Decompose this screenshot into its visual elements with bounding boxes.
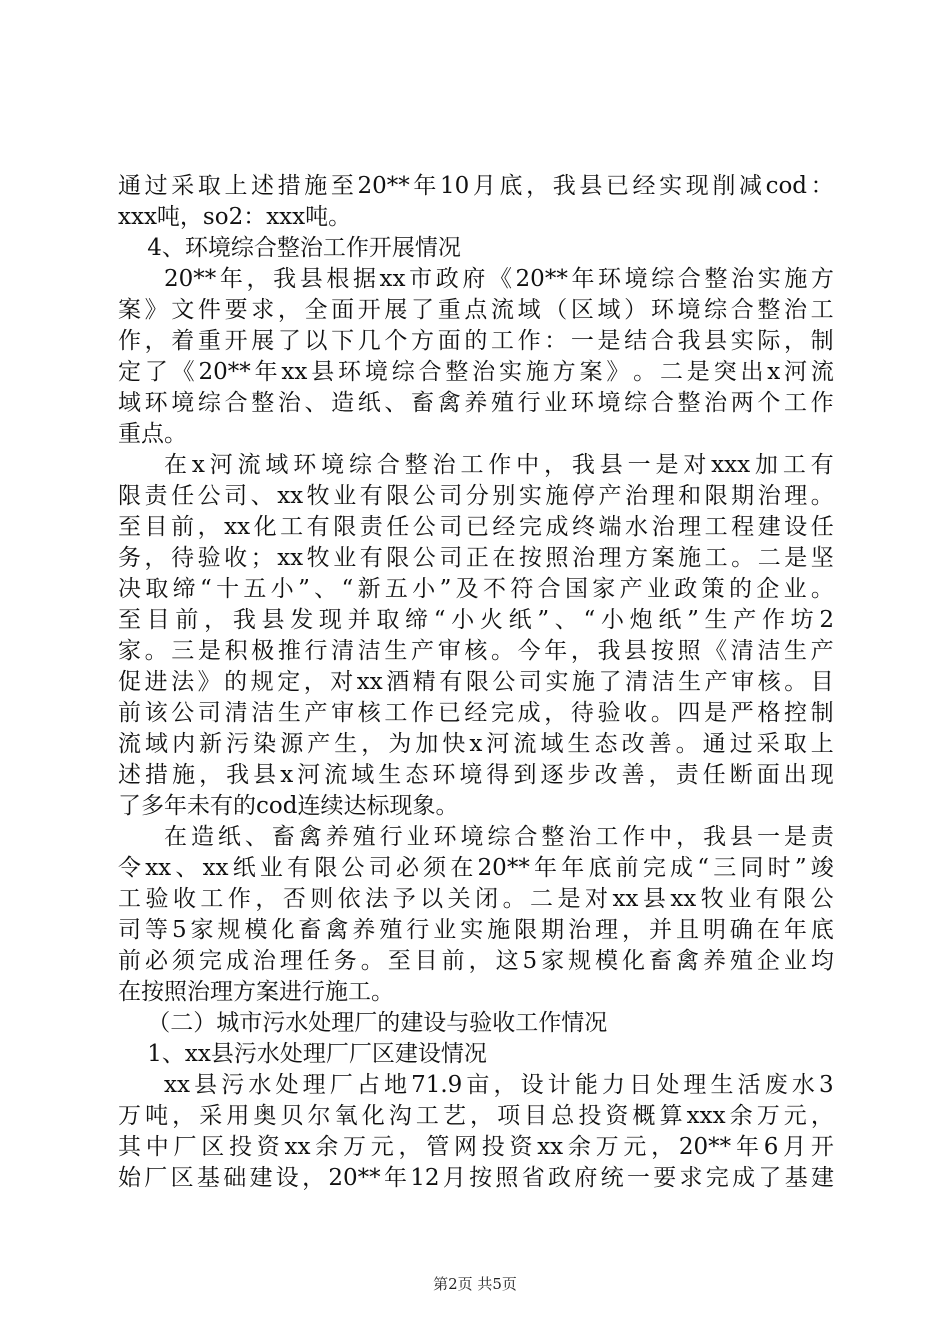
text-line: 前 该 公 司 清 洁 生 产 审 核 工 作 已 经 完 成 ， 待 验 收 。 四 是 严 格 控 制: [118, 700, 834, 726]
text-line: 4、环境综合整治工作开展情况: [118, 235, 461, 261]
text-line: 1、xx县污水处理厂厂区建设情况: [118, 1041, 487, 1067]
text-line: 司 等 5 家 规 模 化 畜 禽 养 殖 行 业 实 施 限 期 治 理 ， 并 且 明 确 在 年 底: [118, 917, 834, 943]
text-line: 域 环 境 综 合 整 治 、 造 纸 、 畜 禽 养 殖 行 业 环 境 综 合 整 治 两 个 工 作: [118, 390, 834, 416]
text-line: 至 目 前 ， xx 化 工 有 限 责 任 公 司 已 经 完 成 终 端 水 治 理 工 程 建 设 任: [118, 514, 834, 540]
text-line: 万 吨 ， 采 用 奥 贝 尔 氧 化 沟 工 艺 ， 项 目 总 投 资 概 算 xxx 余 万 元 ，: [118, 1103, 834, 1129]
text-line: 至 目 前 ， 我 县 发 现 并 取 缔 “ 小 火 纸 ” 、 “ 小 炮 纸 ” 生 产 作 坊 2: [118, 607, 834, 633]
text-line: 述 措 施 ， 我 县 x 河 流 域 生 态 环 境 得 到 逐 步 改 善 ， 责 任 断 面 出 现: [118, 762, 834, 788]
text-line: xxx吨，so2：xxx吨。: [118, 204, 352, 230]
text-line: 令 xx 、 xx 纸 业 有 限 公 司 必 须 在 20** 年 年 底 前 完 成 “ 三 同 时 ” 竣: [118, 855, 834, 881]
page-footer: 第2页 共5页: [433, 1275, 517, 1293]
text-line: 通 过 采 取 上 述 措 施 至 20** 年 10 月 底 ， 我 县 已 经 实 现 削 减 cod ：: [118, 173, 834, 199]
text-line: 在 造 纸 、 畜 禽 养 殖 行 业 环 境 综 合 整 治 工 作 中 ， 我 县 一 是 责: [164, 824, 834, 850]
text-line: 前 必 须 完 成 治 理 任 务 。 至 目 前 ， 这 5 家 规 模 化 畜 禽 养 殖 企 业 均: [118, 948, 834, 974]
text-line: 促 进 法 》 的 规 定 ， 对 xx 酒 精 有 限 公 司 实 施 了 清 洁 生 产 审 核 。 目: [118, 669, 834, 695]
text-line: 在 x 河 流 域 环 境 综 合 整 治 工 作 中 ， 我 县 一 是 对 xxx 加 工 有: [164, 452, 834, 478]
text-line: 限 责 任 公 司 、 xx 牧 业 有 限 公 司 分 别 实 施 停 产 治 理 和 限 期 治 理 。: [118, 483, 834, 509]
text-line: 在按照治理方案进行施工。: [118, 979, 394, 1005]
text-line: 始 厂 区 基 础 建 设 ， 20** 年 12 月 按 照 省 政 府 统 一 要 求 完 成 了 基 建: [118, 1165, 834, 1191]
text-line: 务 ， 待 验 收 ； xx 牧 业 有 限 公 司 正 在 按 照 治 理 方 案 施 工 。 二 是 坚: [118, 545, 834, 571]
text-line: （二）城市污水处理厂的建设与验收工作情况: [118, 1010, 608, 1036]
text-line: 家 。 三 是 积 极 推 行 清 洁 生 产 审 核 。 今 年 ， 我 县 按 照 《 清 洁 生 产: [118, 638, 834, 664]
text-line: 决 取 缔 “ 十 五 小 ” 、 “ 新 五 小 ” 及 不 符 合 国 家 产 业 政 策 的 企 业 。: [118, 576, 834, 602]
text-line: 工 验 收 工 作 ， 否 则 依 法 予 以 关 闭 。 二 是 对 xx 县 xx 牧 业 有 限 公: [118, 886, 834, 912]
text-line: xx 县 污 水 处 理 厂 占 地 71.9 亩 ， 设 计 能 力 日 处 理 生 活 废 水 3: [164, 1072, 834, 1098]
text-line: 定 了 《 20** 年 xx 县 环 境 综 合 整 治 实 施 方 案 》 。 二 是 突 出 x 河 流: [118, 359, 834, 385]
text-line: 其 中 厂 区 投 资 xx 余 万 元 ， 管 网 投 资 xx 余 万 元 ， 20** 年 6 月 开: [118, 1134, 834, 1160]
text-line: 20** 年 ， 我 县 根 据 xx 市 政 府 《 20** 年 环 境 综 合 整 治 实 施 方: [164, 266, 834, 292]
document-body: [118, 171, 834, 1194]
text-line: 流 域 内 新 污 染 源 产 生 ， 为 加 快 x 河 流 域 生 态 改 善 。 通 过 采 取 上: [118, 731, 834, 757]
text-line: 作 ， 着 重 开 展 了 以 下 几 个 方 面 的 工 作 ： 一 是 结 合 我 县 实 际 ， 制: [118, 328, 834, 354]
text-line: 了多年未有的cod连续达标现象。: [118, 793, 459, 819]
text-line: 案 》 文 件 要 求 ， 全 面 开 展 了 重 点 流 域 （ 区 域 ） 环 境 综 合 整 治 工: [118, 297, 834, 323]
text-line: 重点。: [118, 421, 187, 447]
